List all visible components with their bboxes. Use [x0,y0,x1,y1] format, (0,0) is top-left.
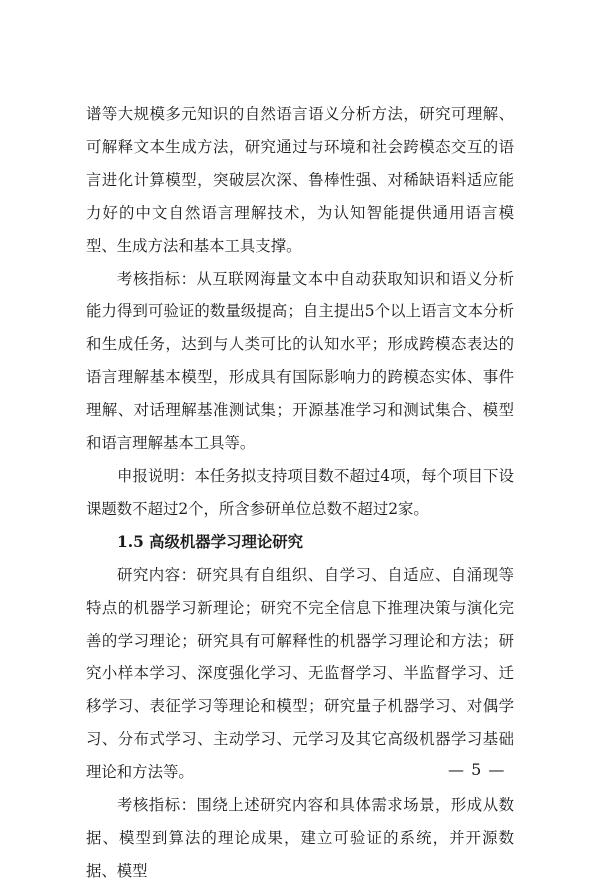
paragraph-continuation: 谱等大规模多元知识的自然语言语义分析方法，研究可理解、可解释文本生成方法，研究通过与环境和社会跨模态交互的语言进化计算模型，突破层次深、鲁棒性强、对稀缺语料适应能力好的中文自然语言理解技术，为认知智能提供通用语言模型、生成方法和基本工具支撑。 [86,105,514,255]
section-heading: 1.5 高级机器学习理论研究 [117,532,304,551]
page-number: — 5 — [448,760,506,779]
paragraph-research-content: 研究内容：研究具有自组织、自学习、自适应、自涌现等特点的机器学习新理论；研究不完全信息下推理决策与演化完善的学习理论；研究具有可解释性的机器学习理论和方法；研究小样本学习、深度强化学习、无监督学习、半监督学习、迁移学习、表征学习等理论和模型；研究量子机器学习、对偶学习、分布式学习、主动学习、元学习及其它高级机器学习基础理论和方法等。 [86,565,514,782]
paragraph-application-notes: 申报说明：本任务拟支持项目数不超过4项，每个项目下设课题数不超过2个，所含参研单位总数不超过2家。 [86,466,514,518]
paragraph-assessment-indicators: 考核指标：从互联网海量文本中自动获取知识和语义分析能力得到可验证的数量级提高；自主提出5个以上语言文本分析和生成任务，达到与人类可比的认知水平；形成跨模态表达的语言理解基本模型，形成具有国际影响力的跨模态实体、事件理解、对话理解基准测试集；开源基准学习和测试集合、模型和语言理解基本工具等。 [86,269,514,453]
paragraph-assessment-indicators-2: 考核指标：围绕上述研究内容和具体需求场景，形成从数据、模型到算法的理论成果，建立可验证的系统，并开源数据、模型 [86,796,514,880]
